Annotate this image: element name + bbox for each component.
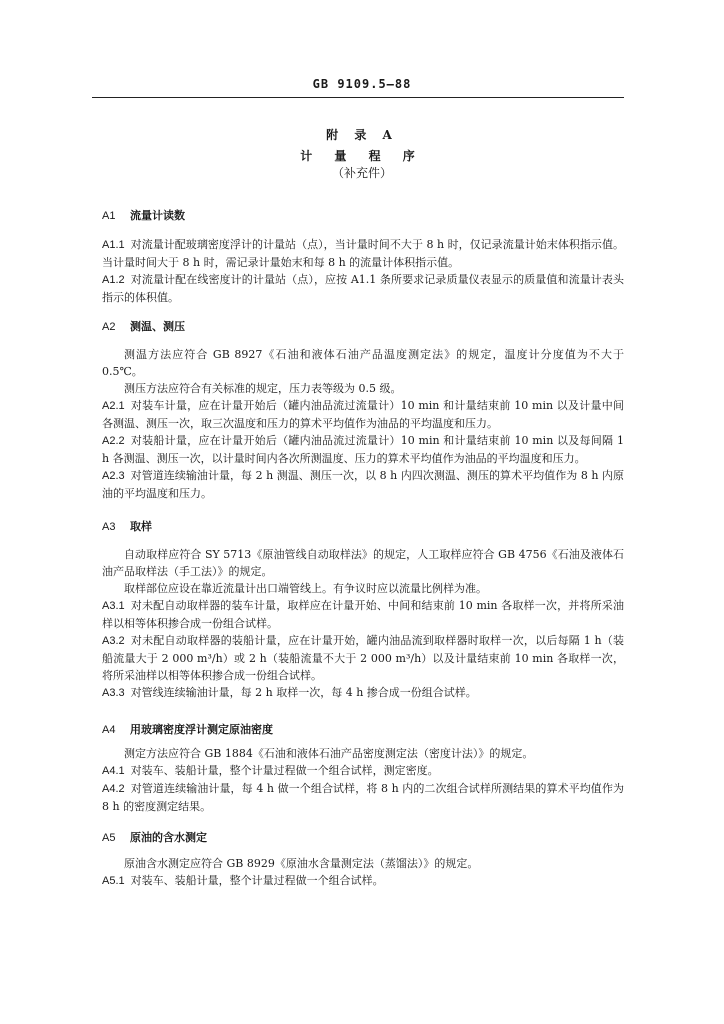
clause-a4-1: A4.1 对装车、装船计量，整个计量过程做一个组合试样，测定密度。 — [102, 764, 439, 777]
section-a1-body — [102, 236, 624, 306]
paragraph: 测定方法应符合 GB 1884《石油和液体石油产品密度测定法（密度计法）》的规定。 — [124, 747, 534, 760]
clause-a2-1: A2.1 对装车计量，应在计量开始后（罐内油品流过流量计）10 min 和计量结束前 10 min 以及计量中间各测温、测压一次，取三次温度和压力的算术平均值作为油品的平均温度和压力。 — [102, 399, 624, 430]
clause-a5-1: A5.1 对装车、装船计量，整个计量过程做一个组合试样。 — [102, 874, 384, 887]
clause-a2-3: A2.3 对管道连续输油计量，每 2 h 测温、测压一次，以 8 h 内四次测温、测压的算术平均值作为 8 h 内原油的平均温度和压力。 — [102, 469, 624, 500]
section-a5-body — [102, 855, 624, 890]
section-a4 — [102, 721, 624, 739]
clause-a3-3: A3.3 对管线连续输油计量，每 2 h 取样一次，每 4 h 掺合成一份组合试样。 — [102, 686, 477, 699]
section-a3 — [102, 518, 624, 536]
appendix-subtitle: 计 量 程 序 — [300, 149, 424, 163]
section-heading: A5 原油的含水测定 — [102, 831, 207, 844]
section-a3-body — [102, 546, 624, 702]
section-a2-body — [102, 346, 624, 502]
paragraph: 测温方法应符合 GB 8927《石油和液体石油产品温度测定法》的规定，温度计分度值为不大于 0.5℃。 — [102, 348, 624, 378]
section-a5 — [102, 829, 624, 847]
appendix-type: （补充件） — [331, 166, 392, 180]
paragraph: 原油含水测定应符合 GB 8929《原油水含量测定法（蒸馏法）》的规定。 — [124, 857, 479, 870]
appendix-title: 附 录 A — [326, 128, 398, 142]
clause-a3-2: A3.2 对未配自动取样器的装船计量，应在计量开始，罐内油品流到取样器时取样一次，以后每隔 1 h（装船流量大于 2 000 m³/h）或 2 h（装船流量不大于 2 000 m³/h）以及计量结束前 10 min 各取样一次，将所采油样以相等体积掺合成一份组合试样。 — [102, 634, 624, 682]
section-heading: A3 取样 — [102, 520, 152, 533]
section-heading: A1 流量计读数 — [102, 209, 185, 222]
section-heading: A4 用玻璃密度浮计测定原油密度 — [102, 723, 273, 736]
clause-a1-1: A1.1 对流量计配玻璃密度浮计的计量站（点），当计量时间不大于 8 h 时，仅记录流量计始末体积指示值。当计量时间大于 8 h 时，需记录计量始末和每 8 h 的流量计体积指示值。 — [102, 238, 624, 269]
standard-code-header: GB 9109.5—88 — [312, 77, 412, 91]
paragraph: 测压方法应符合有关标准的规定，压力表等级为 0.5 级。 — [124, 382, 402, 395]
section-heading: A2 测温、测压 — [102, 320, 185, 333]
clause-a2-2: A2.2 对装船计量，应在计量开始后（罐内油品流过流量计）10 min 和计量结束前 10 min 以及每间隔 1 h 各测温、测压一次，以计量时间内各次所测温度、压力的算术平均值作为油品的平均温度和压力。 — [102, 434, 624, 465]
clause-a4-2: A4.2 对管道连续输油计量，每 4 h 做一个组合试样，将 8 h 内的二次组合试样所测结果的算术平均值作为 8 h 的密度测定结果。 — [102, 782, 624, 813]
paragraph: 取样部位应设在靠近流量计出口端管线上。有争议时应以流量比例样为准。 — [124, 582, 487, 595]
section-a1 — [102, 207, 624, 225]
paragraph: 自动取样应符合 SY 5713《原油管线自动取样法》的规定，人工取样应符合 GB 4756《石油及液体石油产品取样法（手工法）》的规定。 — [102, 548, 624, 578]
section-a2 — [102, 318, 624, 336]
clause-a1-2: A1.2 对流量计配在线密度计的计量站（点），应按 A1.1 条所要求记录质量仪表显示的质量值和流量计表头指示的体积值。 — [102, 273, 624, 304]
section-a4-body — [102, 745, 624, 815]
clause-a3-1: A3.1 对未配自动取样器的装车计量，取样应在计量开始、中间和结束前 10 min 各取样一次，并将所采油样以相等体积掺合成一份组合试样。 — [102, 599, 624, 630]
header-rule — [92, 97, 624, 98]
